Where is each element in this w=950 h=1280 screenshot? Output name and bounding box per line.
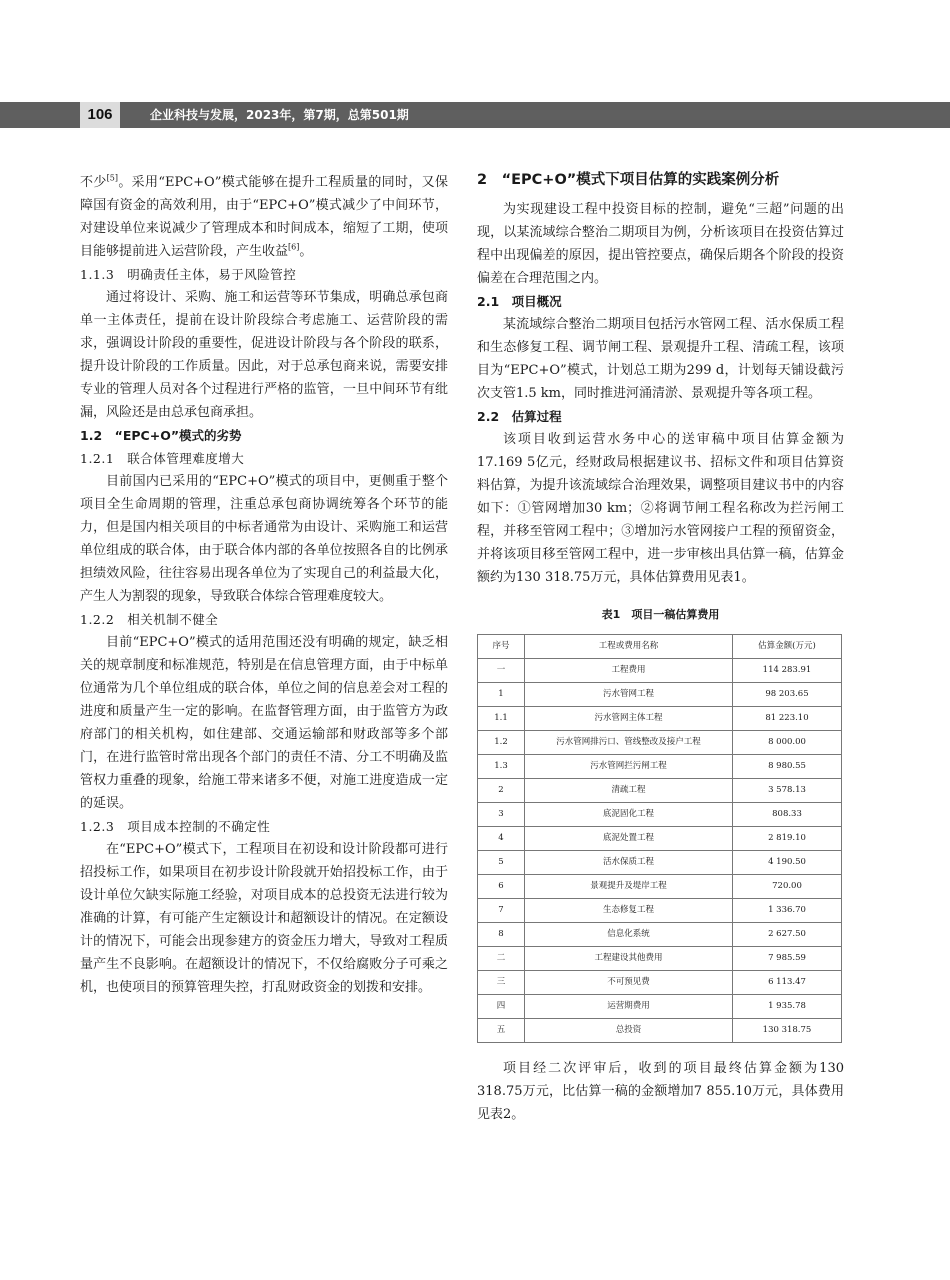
- row-index: 7: [478, 899, 525, 923]
- row-index: 6: [478, 875, 525, 899]
- row-item-name: 污水管网工程: [525, 683, 733, 707]
- header-amount: 估算金额(万元): [733, 635, 842, 659]
- table-row: [478, 947, 842, 971]
- table-row: [478, 1019, 842, 1043]
- header-item-name: 工程或费用名称: [525, 635, 733, 659]
- row-index: 1.1: [478, 707, 525, 731]
- row-index: 5: [478, 851, 525, 875]
- row-item-name: 工程建设其他费用: [525, 947, 733, 971]
- estimate-table: [477, 634, 842, 1043]
- table-row: [478, 923, 842, 947]
- table-row: [478, 899, 842, 923]
- paragraph-1-1-3: 通过将设计、采购、施工和运营等环节集成，明确总承包商单一主体责任，提前在设计阶段综合考虑施工、运营阶段的需求，强调设计阶段的重要性，促进设计阶段与各个阶段的联系，提升设计阶段的工作质量。因此，对于总承包商来说，需要安排专业的管理人员对各个过程进行严格的监管，一旦中间环节有纰漏，风险还是由总承包商承担。: [80, 290, 448, 420]
- row-index: 1.2: [478, 731, 525, 755]
- row-item-name: 清疏工程: [525, 779, 733, 803]
- row-item-name: 景观提升及堤岸工程: [525, 875, 733, 899]
- row-amount: 720.00: [733, 875, 842, 899]
- row-amount: 8 000.00: [733, 731, 842, 755]
- citation-6: [6]: [288, 242, 300, 252]
- row-amount: 98 203.65: [733, 683, 842, 707]
- row-item-name: 运营期费用: [525, 995, 733, 1019]
- row-index: 4: [478, 827, 525, 851]
- row-index: 三: [478, 971, 525, 995]
- heading-1-2-1: 1.2.1 联合体管理难度增大: [80, 451, 245, 466]
- header-index: 序号: [478, 635, 525, 659]
- heading-1-2-3: 1.2.3 项目成本控制的不确定性: [80, 819, 271, 834]
- row-item-name: 底泥处置工程: [525, 827, 733, 851]
- row-item-name: 信息化系统: [525, 923, 733, 947]
- row-amount: 3 578.13: [733, 779, 842, 803]
- row-item-name: 污水管网拦污闸工程: [525, 755, 733, 779]
- paragraph-2-1: 某流域综合整治二期项目包括污水管网工程、活水保质工程和生态修复工程、调节闸工程、景观提升工程、清疏工程，该项目为“EPC+O”模式，计划总工期为299 d，计划每天铺设截污次支管1.5 km，同时推进河涌清淤、景观提升等各项工程。: [477, 317, 844, 401]
- row-amount: 1 935.78: [733, 995, 842, 1019]
- table-row: [478, 755, 842, 779]
- row-amount: 81 223.10: [733, 707, 842, 731]
- table-row: [478, 683, 842, 707]
- row-amount: 2 627.50: [733, 923, 842, 947]
- paragraph-1-2-2: 目前“EPC+O”模式的适用范围还没有明确的规定，缺乏相关的规章制度和标准规范，特别是在信息管理方面，由于中标单位通常为几个单位组成的联合体，单位之间的信息差会对工程的进度和质量产生一定的影响。在监督管理方面，由于监管方为政府部门的相关机构，如住建部、交通运输部和财政部等多个部门，在进行监管时常出现各个部门的责任不清、分工不明确及监管权力重叠的现象，给施工带来诸多不便，对施工进度造成一定的延误。: [80, 635, 448, 811]
- heading-2: 2 “EPC+O”模式下项目估算的实践案例分析: [477, 172, 780, 188]
- running-header: [0, 102, 950, 128]
- row-item-name: 总投资: [525, 1019, 733, 1043]
- heading-2-2: 2.2 估算过程: [477, 409, 562, 424]
- row-item-name: 活水保质工程: [525, 851, 733, 875]
- row-item-name: 污水管网主体工程: [525, 707, 733, 731]
- row-index: 二: [478, 947, 525, 971]
- row-index: 一: [478, 659, 525, 683]
- left-column: [80, 171, 448, 999]
- row-index: 四: [478, 995, 525, 1019]
- table-row: [478, 875, 842, 899]
- row-amount: 6 113.47: [733, 971, 842, 995]
- heading-2-1: 2.1 项目概况: [477, 294, 562, 309]
- journal-info: 企业科技与发展，2023年，第7期，总第501期: [150, 108, 409, 122]
- page-number: 106: [80, 102, 120, 128]
- row-amount: 1 336.70: [733, 899, 842, 923]
- row-amount: 808.33: [733, 803, 842, 827]
- row-item-name: 污水管网排污口、管线整改及接户工程: [525, 731, 733, 755]
- table-row: [478, 827, 842, 851]
- table-row: [478, 707, 842, 731]
- row-index: 2: [478, 779, 525, 803]
- table-row: [478, 995, 842, 1019]
- row-item-name: 工程费用: [525, 659, 733, 683]
- table-row: [478, 803, 842, 827]
- row-index: 1: [478, 683, 525, 707]
- paragraph-2: 为实现建设工程中投资目标的控制，避免“三超”问题的出现，以某流域综合整治二期项目为例，分析该项目在投资估算过程中出现偏差的原因，提出管控要点，确保后期各个阶段的投资偏差在合理范围之内。: [477, 202, 844, 286]
- paragraph-final: 项目经二次评审后，收到的项目最终估算金额为130 318.75万元，比估算一稿的金额增加7 855.10万元，具体费用见表2。: [477, 1061, 844, 1122]
- paragraph-2-2: 该项目收到运营水务中心的送审稿中项目估算金额为17.169 5亿元，经财政局根据建议书、招标文件和项目估算资料估算，为提升该流域综合治理效果，调整项目建议书中的内容如下：①管网增加30 km；②将调节闸工程名称改为拦污闸工程，并移至管网工程中；③增加污水管网接户工程的预留资金，并将该项目移至管网工程中，进一步审核出具估算一稿，估算金额约为130 318.75万元，具体估算费用见表1。: [477, 432, 844, 585]
- heading-1-1-3: 1.1.3 明确责任主体，易于风险管控: [80, 267, 297, 282]
- table-row: [478, 971, 842, 995]
- table-row: [478, 731, 842, 755]
- row-item-name: 不可预见费: [525, 971, 733, 995]
- heading-1-2-2: 1.2.2 相关机制不健全: [80, 612, 219, 627]
- heading-1-2: 1.2 “EPC+O”模式的劣势: [80, 428, 242, 443]
- row-item-name: 底泥固化工程: [525, 803, 733, 827]
- row-index: 8: [478, 923, 525, 947]
- citation-5: [5]: [106, 173, 119, 183]
- row-amount: 7 985.59: [733, 947, 842, 971]
- table-row: [478, 779, 842, 803]
- row-amount: 130 318.75: [733, 1019, 842, 1043]
- row-index: 1.3: [478, 755, 525, 779]
- row-index: 五: [478, 1019, 525, 1043]
- paragraph-1-2-1: 目前国内已采用的“EPC+O”模式的项目中，更侧重于整个项目全生命周期的管理，注重总承包商协调统筹各个环节的能力，但是国内相关项目的中标者通常为由设计、采购施工和运营单位组成的联合体，由于联合体内部的各单位按照各自的比例承担绩效风险，往往容易出现各单位为了实现自己的利益最大化，产生人为割裂的现象，导致联合体综合管理难度较大。: [80, 474, 448, 604]
- row-amount: 114 283.91: [733, 659, 842, 683]
- row-item-name: 生态修复工程: [525, 899, 733, 923]
- right-column: [477, 171, 844, 1126]
- table-caption: 表1 项目一稿估算费用: [601, 608, 720, 621]
- row-amount: 8 980.55: [733, 755, 842, 779]
- table-row: [478, 659, 842, 683]
- paragraph-1-2-3: 在“EPC+O”模式下，工程项目在初设和设计阶段都可进行招投标工作，如果项目在初步设计阶段就开始招投标工作，由于设计单位欠缺实际施工经验，对项目成本的总投资无法进行较为准确的计算，有可能产生定额设计和超额设计的情况。在定额设计的情况下，可能会出现参建方的资金压力增大，导致对工程质量产生不良影响。在超额设计的情况下，不仅给腐败分子可乘之机，也使项目的预算管理失控，打乱财政资金的划拨和安排。: [80, 842, 448, 995]
- row-index: 3: [478, 803, 525, 827]
- table-row: [478, 851, 842, 875]
- continued-paragraph: 不少[5]。采用“EPC+O”模式能够在提升工程质量的同时，又保障国有资金的高效利用，由于“EPC+O”模式减少了中间环节，对建设单位来说减少了管理成本和时间成本，缩短了工期，使项目能够提前进入运营阶段，产生收益[6]。: [80, 173, 448, 259]
- row-amount: 2 819.10: [733, 827, 842, 851]
- row-amount: 4 190.50: [733, 851, 842, 875]
- table-header-row: [478, 635, 842, 659]
